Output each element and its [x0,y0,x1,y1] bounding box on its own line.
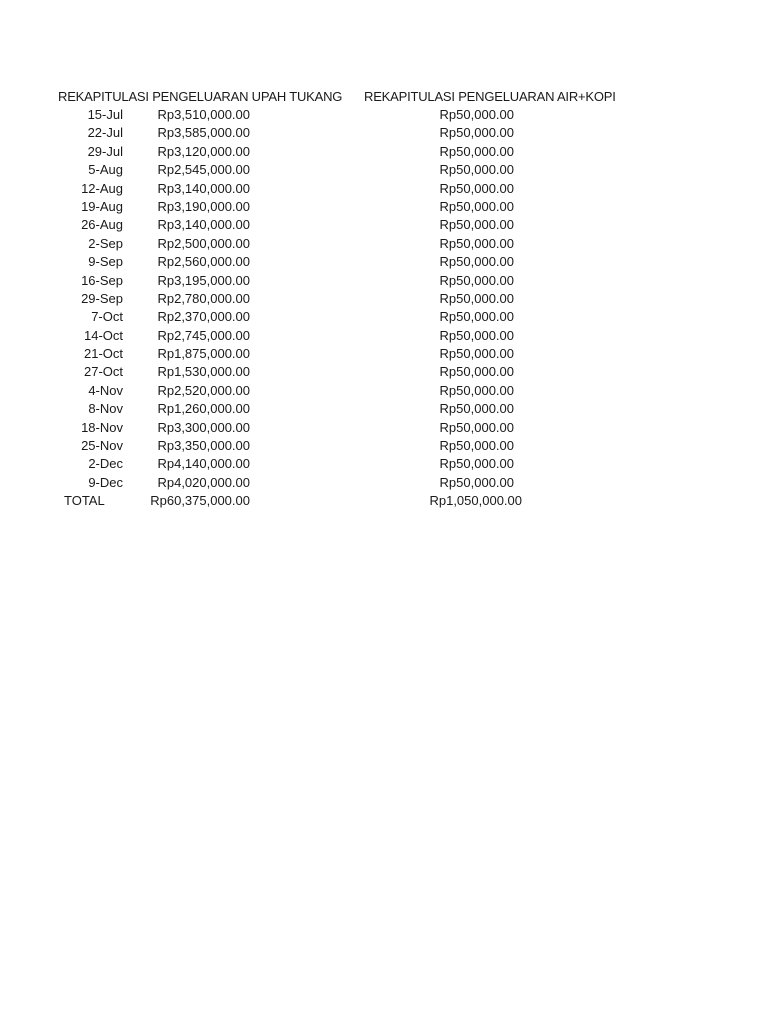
table-row [0,216,768,234]
table-row [0,235,768,253]
row-date: 22-Jul [87,125,123,141]
total-label: TOTAL [64,493,105,509]
row-date: 29-Jul [87,143,123,159]
table-row [0,327,768,345]
table-row [0,400,768,418]
row-air-amount: Rp50,000.00 [439,254,514,270]
row-date: 25-Nov [81,438,123,454]
row-upah-amount: Rp2,500,000.00 [157,235,250,251]
row-date: 8-Nov [88,401,123,417]
row-air-amount: Rp50,000.00 [439,401,514,417]
row-air-amount: Rp50,000.00 [439,456,514,472]
row-date: 27-Oct [83,364,123,380]
row-air-amount: Rp50,000.00 [439,125,514,141]
row-air-amount: Rp50,000.00 [439,235,514,251]
row-date: 19-Aug [81,198,123,214]
row-date: 2-Dec [88,456,123,472]
row-air-amount: Rp50,000.00 [439,309,514,325]
row-date: 7-Oct [91,309,123,325]
row-upah-amount: Rp1,260,000.00 [157,401,250,417]
recap-table [0,106,768,511]
table-row [0,272,768,290]
air-kopi-header: REKAPITULASI PENGELUARAN AIR+KOPI [364,89,616,104]
row-date: 9-Sep [88,254,123,270]
table-row [0,290,768,308]
row-upah-amount: Rp2,545,000.00 [157,162,250,178]
table-row [0,143,768,161]
row-date: 5-Aug [88,162,123,178]
row-air-amount: Rp50,000.00 [439,143,514,159]
table-row [0,106,768,124]
row-date: 16-Sep [81,272,123,288]
total-upah-amount: Rp60,375,000.00 [150,493,250,509]
row-upah-amount: Rp3,300,000.00 [157,419,250,435]
table-row [0,437,768,455]
row-upah-amount: Rp2,370,000.00 [157,309,250,325]
row-upah-amount: Rp4,020,000.00 [157,474,250,490]
row-upah-amount: Rp2,520,000.00 [157,382,250,398]
row-air-amount: Rp50,000.00 [439,419,514,435]
table-row [0,308,768,326]
table-row [0,198,768,216]
row-upah-amount: Rp3,195,000.00 [157,272,250,288]
row-upah-amount: Rp3,585,000.00 [157,125,250,141]
row-date: 15-Jul [87,107,123,122]
row-upah-amount: Rp2,745,000.00 [157,327,250,343]
row-upah-amount: Rp2,560,000.00 [157,254,250,270]
row-upah-amount: Rp3,350,000.00 [157,438,250,454]
row-date: 14-Oct [83,327,123,343]
row-upah-amount: Rp1,875,000.00 [157,346,250,362]
table-row [0,455,768,473]
row-date: 2-Sep [88,235,123,251]
table-row [0,180,768,198]
row-air-amount: Rp50,000.00 [439,198,514,214]
table-row [0,124,768,142]
row-air-amount: Rp50,000.00 [439,217,514,233]
row-date: 21-Oct [83,346,123,362]
row-air-amount: Rp50,000.00 [439,346,514,362]
row-air-amount: Rp50,000.00 [439,180,514,196]
row-upah-amount: Rp3,140,000.00 [157,217,250,233]
row-date: 12-Aug [81,180,123,196]
upah-tukang-header: REKAPITULASI PENGELUARAN UPAH TUKANG [58,89,343,104]
row-date: 9-Dec [88,474,123,490]
table-row [0,363,768,381]
row-date: 18-Nov [81,419,123,435]
row-air-amount: Rp50,000.00 [439,107,514,122]
table-row [0,382,768,400]
row-upah-amount: Rp3,510,000.00 [157,107,250,122]
row-upah-amount: Rp2,780,000.00 [157,290,250,306]
row-air-amount: Rp50,000.00 [439,364,514,380]
total-air-amount: Rp1,050,000.00 [429,493,522,509]
table-row [0,419,768,437]
table-row [0,161,768,179]
row-upah-amount: Rp4,140,000.00 [157,456,250,472]
row-upah-amount: Rp1,530,000.00 [157,364,250,380]
table-row [0,345,768,363]
row-air-amount: Rp50,000.00 [439,474,514,490]
row-air-amount: Rp50,000.00 [439,272,514,288]
row-air-amount: Rp50,000.00 [439,162,514,178]
row-air-amount: Rp50,000.00 [439,382,514,398]
row-upah-amount: Rp3,140,000.00 [157,180,250,196]
row-date: 4-Nov [88,382,123,398]
row-air-amount: Rp50,000.00 [439,290,514,306]
total-row [0,492,768,510]
row-air-amount: Rp50,000.00 [439,438,514,454]
row-upah-amount: Rp3,120,000.00 [157,143,250,159]
table-row [0,474,768,492]
row-date: 26-Aug [81,217,123,233]
table-row [0,253,768,271]
row-upah-amount: Rp3,190,000.00 [157,198,250,214]
row-air-amount: Rp50,000.00 [439,327,514,343]
row-date: 29-Sep [81,290,123,306]
